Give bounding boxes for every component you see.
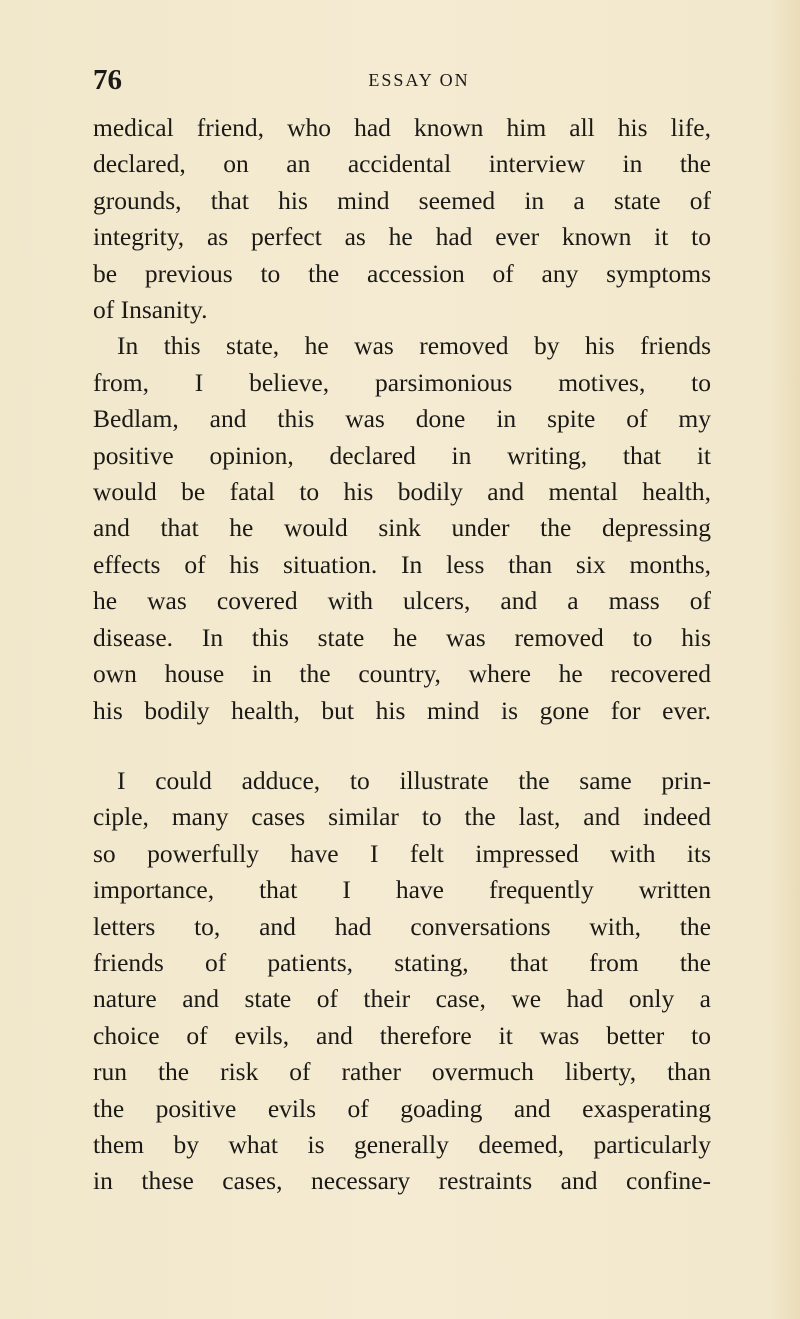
paragraph-1 — [93, 110, 711, 328]
text-line: effects of his situation. In less than six months, — [93, 549, 711, 579]
text-line: in these cases, necessary restraints and confine- — [93, 1166, 711, 1196]
text-line: them by what is generally deemed, particularly — [93, 1129, 711, 1159]
text-line: Bedlam, and this was done in spite of my — [93, 404, 711, 434]
text-line: would be fatal to his bodily and mental health, — [93, 477, 711, 507]
text-line: nature and state of their case, we had only a — [93, 984, 711, 1014]
text-line: of Insanity. — [93, 295, 208, 325]
text-line: medical friend, who had known him all his life, — [93, 113, 711, 142]
text-line: so powerfully have I felt impressed with its — [93, 838, 711, 868]
running-head: ESSAY ON — [368, 70, 470, 90]
text-line: the positive evils of goading and exasperating — [93, 1093, 711, 1123]
text-line: friends of patients, stating, that from the — [93, 947, 711, 977]
text-line: ciple, many cases similar to the last, and indeed — [93, 802, 711, 832]
text-line: his bodily health, but his mind is gone for ever. — [93, 695, 711, 725]
text-line: grounds, that his mind seemed in a state of — [93, 185, 711, 215]
paragraph-3 — [93, 763, 711, 1200]
text-line: In this state, he was removed by his friends — [117, 331, 711, 361]
text-line: integrity, as perfect as he had ever known it to — [93, 222, 711, 252]
text-line: letters to, and had conversations with, the — [93, 911, 711, 941]
page-header — [0, 62, 800, 98]
body-text — [93, 110, 711, 1200]
text-line: importance, that I have frequently written — [93, 875, 711, 905]
text-line: positive opinion, declared in writing, that it — [93, 440, 711, 470]
text-line: disease. In this state he was removed to his — [93, 622, 711, 652]
text-line: from, I believe, parsimonious motives, to — [93, 367, 711, 397]
text-line: he was covered with ulcers, and a mass of — [93, 586, 711, 616]
text-line: own house in the country, where he recovered — [93, 659, 711, 689]
text-line: I could adduce, to illustrate the same prin- — [117, 765, 711, 795]
paragraph-2 — [93, 328, 711, 728]
text-line: declared, on an accidental interview in the — [93, 149, 711, 179]
text-line: be previous to the accession of any symptoms — [93, 258, 711, 288]
paragraph-gap — [93, 729, 711, 763]
text-line: run the risk of rather overmuch liberty, than — [93, 1057, 711, 1087]
text-line: and that he would sink under the depressing — [93, 513, 711, 543]
page-number: 76 — [93, 64, 122, 96]
text-line: choice of evils, and therefore it was better to — [93, 1020, 711, 1050]
